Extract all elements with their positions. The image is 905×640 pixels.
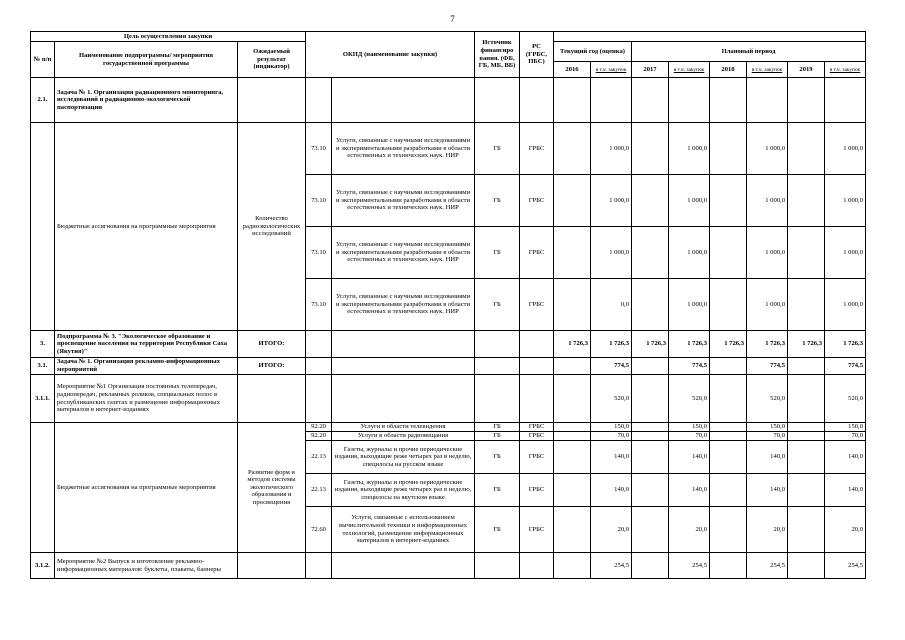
- funding-source: ГБ: [475, 123, 520, 175]
- value-2018: 140,0: [747, 441, 788, 474]
- funding-source: ГБ: [475, 474, 520, 507]
- value-2017: 1 000,0: [669, 279, 710, 331]
- header-num: № п/п: [31, 42, 55, 78]
- value-2016: 150,0: [591, 423, 632, 432]
- okpd-code: 73.10: [306, 227, 332, 279]
- measure-title: Мероприятие №1 Организация постоянных телепередач, радиопередач, рекламных роликов, специальных полос в республиканских газетах и размещение информационных материалов в интернет-изданиях: [55, 375, 238, 423]
- value-2019: 140,0: [825, 474, 866, 507]
- header-current-year: Текущий год (оценка): [554, 42, 632, 62]
- funding-source: ГБ: [475, 423, 520, 432]
- value-2017: 1 000,0: [669, 227, 710, 279]
- header-year-2019: 2019: [788, 62, 825, 78]
- row-number: 2.1.: [31, 78, 55, 123]
- incl-2016: 254,5: [591, 553, 632, 579]
- value-2016: 140,0: [591, 441, 632, 474]
- total-2016: 1 726,3: [554, 331, 591, 358]
- value-2018: 1 000,0: [747, 279, 788, 331]
- okpd-description: Услуги, связанные с использованием вычислительной техники и информационных технологий, размещение информационных материалов в интернет-изданиях: [332, 507, 475, 553]
- incl-2017: 520,0: [669, 375, 710, 423]
- task-title: Задача № 1. Организация рекламно-информационных мероприятий: [55, 358, 238, 375]
- task-title: Задача № 1. Организация радиационного мониторинга, исследований и радиационно-экологической паспортизации: [55, 78, 238, 123]
- value-2019: 1 000,0: [825, 123, 866, 175]
- header-year-2018: 2018: [710, 62, 747, 78]
- value-2018: 1 000,0: [747, 123, 788, 175]
- funding-source: ГБ: [475, 507, 520, 553]
- incl-2017: 774,5: [669, 358, 710, 375]
- value-2016: 0,0: [591, 279, 632, 331]
- value-2019: 20,0: [825, 507, 866, 553]
- rs-value: ГРБС: [520, 423, 554, 432]
- value-2016: 140,0: [591, 474, 632, 507]
- budget-allocation-label: Бюджетные ассигнования на программные мероприятия: [55, 123, 238, 331]
- okpd-description: Услуги, связанные с научными исследованиями и экспериментальными разработками в области естественных и технических наук. НИР: [332, 175, 475, 227]
- value-2018: 150,0: [747, 423, 788, 432]
- expected-result: Развитие форм и методов системы экологического образования и просвещения: [238, 423, 306, 553]
- value-2017: 140,0: [669, 441, 710, 474]
- incl-2019: 254,5: [825, 553, 866, 579]
- value-2017: 20,0: [669, 507, 710, 553]
- header-okpd: ОКПД (наименование закупки): [306, 32, 475, 78]
- value-2019: 70,0: [825, 432, 866, 441]
- value-2016: 70,0: [591, 432, 632, 441]
- total-2019: 1 726,3: [788, 331, 825, 358]
- header-incl: в т.ч. закупок: [751, 66, 783, 73]
- value-2019: 1 000,0: [825, 227, 866, 279]
- header-incl: в т.ч. закупок: [673, 66, 705, 73]
- subprogram-title: Подпрограмма № 3. "Экологическое образование и просвещение населения на территории Республики Саха (Якутия)": [55, 331, 238, 358]
- budget-allocation-label: Бюджетные ассигнования на программные мероприятия: [55, 423, 238, 553]
- expected-result: Количество радиоэкологических исследований: [238, 123, 306, 331]
- rs-value: ГРБС: [520, 441, 554, 474]
- incl-2017: 254,5: [669, 553, 710, 579]
- value-2016: 1 000,0: [591, 123, 632, 175]
- incl-2018: 1 726,3: [747, 331, 788, 358]
- okpd-code: 92.20: [306, 432, 332, 441]
- value-2019: 1 000,0: [825, 175, 866, 227]
- total-label: ИТОГО:: [238, 358, 306, 375]
- header-year-2016: 2016: [554, 62, 591, 78]
- value-2017: 1 000,0: [669, 175, 710, 227]
- value-2018: 140,0: [747, 474, 788, 507]
- incl-2019: 1 726,3: [825, 331, 866, 358]
- okpd-code: 73.10: [306, 175, 332, 227]
- value-2017: 150,0: [669, 423, 710, 432]
- value-2017: 1 000,0: [669, 123, 710, 175]
- rs-value: ГРБС: [520, 507, 554, 553]
- okpd-description: Услуги, связанные с научными исследованиями и экспериментальными разработками в области естественных и технических наук. НИР: [332, 227, 475, 279]
- funding-source: ГБ: [475, 432, 520, 441]
- incl-2019: 520,0: [825, 375, 866, 423]
- okpd-description: Услуги в области радиовещания: [332, 432, 475, 441]
- incl-2018: 520,0: [747, 375, 788, 423]
- okpd-description: Услуги в области телевидения: [332, 423, 475, 432]
- header-plan-period: Плановый период: [632, 42, 866, 62]
- value-2018: 70,0: [747, 432, 788, 441]
- okpd-description: Услуги, связанные с научными исследованиями и экспериментальными разработками в области естественных и технических наук. НИР: [332, 279, 475, 331]
- okpd-description: Газеты, журналы и прочие периодические издания, выходящие реже четырех раз в неделю, специлосы на русском языке: [332, 441, 475, 474]
- incl-2018: 774,5: [747, 358, 788, 375]
- total-label: ИТОГО:: [238, 331, 306, 358]
- rs-value: ГРБС: [520, 279, 554, 331]
- value-2016: 1 000,0: [591, 175, 632, 227]
- row-number: 3.1.1.: [31, 375, 55, 423]
- total-2017: 1 726,3: [632, 331, 669, 358]
- value-2016: 20,0: [591, 507, 632, 553]
- row-number: 3.1.2.: [31, 553, 55, 579]
- incl-2016: 774,5: [591, 358, 632, 375]
- rs-value: ГРБС: [520, 227, 554, 279]
- total-2018: 1 726,3: [710, 331, 747, 358]
- rs-value: ГРБС: [520, 432, 554, 441]
- header-goal: Цель осуществления закупки: [31, 32, 306, 42]
- okpd-code: 73.10: [306, 123, 332, 175]
- funding-source: ГБ: [475, 441, 520, 474]
- header-year-2017: 2017: [632, 62, 669, 78]
- rs-value: ГРБС: [520, 175, 554, 227]
- value-2018: 20,0: [747, 507, 788, 553]
- value-2019: 150,0: [825, 423, 866, 432]
- value-2017: 70,0: [669, 432, 710, 441]
- value-2016: 1 000,0: [591, 227, 632, 279]
- rs-value: ГРБС: [520, 123, 554, 175]
- funding-source: ГБ: [475, 279, 520, 331]
- row-number: 3.1.: [31, 358, 55, 375]
- incl-2018: 254,5: [747, 553, 788, 579]
- value-2019: 1 000,0: [825, 279, 866, 331]
- header-source: Источник финансиро вания. (ФБ, ГБ, МБ, ВБ): [475, 32, 520, 78]
- header-incl: в т.ч. закупок: [595, 66, 627, 73]
- funding-source: ГБ: [475, 227, 520, 279]
- okpd-code: 72.60: [306, 507, 332, 553]
- value-2017: 140,0: [669, 474, 710, 507]
- header-result: Ожидаемый результат (индикатор): [238, 42, 306, 78]
- header-name: Наименование подпрограммы/ мероприятия государственной программы: [55, 42, 238, 78]
- incl-2016: 520,0: [591, 375, 632, 423]
- procurement-table: [30, 31, 866, 579]
- value-2019: 140,0: [825, 441, 866, 474]
- rs-value: ГРБС: [520, 474, 554, 507]
- header-incl: в т.ч. закупок: [829, 66, 861, 73]
- okpd-code: 92.20: [306, 423, 332, 432]
- row-number: 3.: [31, 331, 55, 358]
- value-2018: 1 000,0: [747, 227, 788, 279]
- okpd-code: 22.13: [306, 474, 332, 507]
- okpd-description: Газеты, журналы и прочие периодические издания, выходящие реже четырех раз в неделю, специлосы на якутском языке: [332, 474, 475, 507]
- incl-2016: 1 726,3: [591, 331, 632, 358]
- page-number: 7: [450, 14, 455, 24]
- okpd-code: 22.13: [306, 441, 332, 474]
- incl-2019: 774,5: [825, 358, 866, 375]
- value-2018: 1 000,0: [747, 175, 788, 227]
- header-rs: РС (ГРБС, ПБС): [520, 32, 554, 78]
- funding-source: ГБ: [475, 175, 520, 227]
- okpd-code: 73.10: [306, 279, 332, 331]
- okpd-description: Услуги, связанные с научными исследованиями и экспериментальными разработками в области естественных и технических наук. НИР: [332, 123, 475, 175]
- measure-title: Мероприятие №2 Выпуск и изготовление рекламно-информационных материалов: буклеты, плакаты, баннеры: [55, 553, 238, 579]
- incl-2017: 1 726,3: [669, 331, 710, 358]
